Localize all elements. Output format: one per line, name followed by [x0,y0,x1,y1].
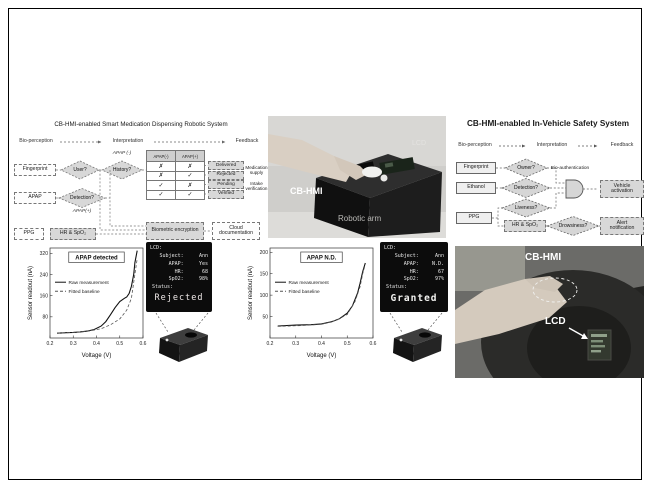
dispenser-device-art [380,312,450,366]
svg-text:Fitted baseline: Fitted baseline [68,290,100,295]
outcome-pending: Pending [208,180,244,189]
svg-text:APAP detected: APAP detected [75,255,118,262]
steering-wheel-photo [455,246,644,378]
dispenser-device-photo-1 [146,312,216,366]
svg-text:0.3: 0.3 [292,341,300,347]
lcd-key: Subject: [159,253,184,259]
outcome-verified: Verified [208,190,244,199]
lcd-value: Ann [434,253,444,259]
svg-text:200: 200 [259,250,268,257]
stage-bio-perception: Bio-perception [458,142,492,148]
cloud-documentation-box: Cloud documentation [212,222,260,240]
table-header-apap-neg: APAP(-) [147,151,176,162]
lcd-header: LCD: [150,245,163,251]
lcd-key: HR: [174,268,184,275]
group-intake-verification: Intake verification [245,181,268,192]
table-cell: ✗ [176,162,205,172]
detection-decision: Detection? [514,184,538,191]
svg-text:0.5: 0.5 [116,341,124,347]
user-decision: User? [73,166,87,173]
table-cell: ✗ [147,162,176,172]
stage-feedback: Feedback [235,138,259,144]
lcd-key: HR: [409,268,419,275]
medication-system-title: CB-HMI-enabled Smart Medication Dispensing Robotic System [54,121,228,128]
svg-text:0.4: 0.4 [318,341,325,347]
outcome-delivered: Delivered [208,161,244,170]
stage-feedback: Feedback [610,142,634,148]
svg-text:Raw measurement: Raw measurement [68,281,109,286]
lcd-status-rejected: Rejected [154,292,204,303]
medication-flowchart [14,118,268,248]
apap-nd-chart [246,244,378,360]
vehicle-flowchart [452,116,644,242]
owner-decision: Owner? [517,164,535,171]
liveness-decision: Liveness? [514,204,538,211]
fingerprint-box: Fingerprint [456,162,496,174]
svg-text:240: 240 [39,272,48,279]
table-header-apap-pos: APAP(+) [176,151,205,162]
lcd-screen-granted [380,242,448,312]
biometric-encryption-box: Biometric encryption [146,222,204,240]
dispenser-device-photo-2 [380,312,450,366]
stage-bio-perception: Bio-perception [19,138,53,144]
lcd-header: LCD: [384,245,397,251]
svg-text:Sensor readout (nA): Sensor readout (nA) [248,265,254,321]
lcd-value: 68 [201,268,208,275]
svg-text:0.5: 0.5 [343,341,351,347]
chart-canvas [246,244,378,360]
svg-text:0.3: 0.3 [69,341,77,347]
vitals-box: HR & SpO₂ [50,228,96,240]
lcd-key: APAP: [403,260,419,267]
stage-interpretation: Interpretation [536,142,568,148]
history-decision: History? [112,166,132,173]
lcd-value: Ann [198,253,208,259]
apap-detected-chart [26,244,148,360]
svg-text:Voltage (V): Voltage (V) [306,353,337,359]
vehicle-system-title: CB-HMI-enabled In-Vehicle Safety System [467,119,629,128]
svg-text:0.6: 0.6 [139,341,147,347]
vitals-box: HR & SpO₂ [504,220,546,232]
robot-arm-label: Robotic arm [338,214,382,223]
svg-text:0.6: 0.6 [369,341,377,347]
wheel-lcd-label: LCD [545,316,566,327]
table-cell: ✓ [147,190,176,200]
svg-text:150: 150 [259,271,268,278]
lcd-key: APAP: [168,260,184,267]
lcd-status-key: Status: [386,284,408,290]
svg-text:Voltage (V): Voltage (V) [81,353,112,359]
svg-text:160: 160 [39,293,48,300]
table-cell: ✓ [176,171,205,181]
lcd-status-key: Status: [152,284,174,290]
detection-note: APAP(+) [72,209,92,214]
svg-text:0.4: 0.4 [93,341,100,347]
apap-box: APAP [14,192,56,204]
svg-text:APAP N.D.: APAP N.D. [306,255,337,262]
robotic-arm-photo [268,116,446,238]
fingerprint-box: Fingerprint [14,164,56,176]
svg-text:Sensor readout (nA): Sensor readout (nA) [28,265,34,321]
outcome-rejected: Rejected [208,171,244,180]
table-cell: ✓ [176,190,205,200]
lcd-value: 98% [198,276,208,283]
robot-cbhmi-label: CB-HMI [290,186,323,196]
lcd-value: 97% [434,276,444,283]
svg-text:0.2: 0.2 [46,341,54,347]
group-medication-supply: Medication supply [245,165,268,176]
steering-wheel-art [455,246,644,378]
robot-lcd-label: LCD [412,140,427,147]
svg-text:80: 80 [42,314,48,321]
lcd-value: Yes [198,260,208,267]
lcd-status-granted: Granted [390,292,438,304]
lcd-screen-rejected [146,242,212,312]
svg-text:0.2: 0.2 [266,341,274,347]
lcd-key: SpO2: [168,276,184,283]
stage-interpretation: Interpretation [112,138,144,144]
svg-text:100: 100 [259,292,268,299]
vehicle-activation-box: Vehicle activation [600,180,644,198]
svg-text:Raw measurement: Raw measurement [288,281,329,286]
wheel-cbhmi-label: CB-HMI [525,252,562,263]
lcd-key: Subject: [394,253,419,259]
detection-decision: Detection? [70,194,94,201]
table-cell: ✗ [176,181,205,191]
lcd-key: SpO2: [403,276,419,283]
bio-authentication-label: Bio-authentication [550,166,590,171]
dispenser-device-art [146,312,216,366]
svg-text:50: 50 [262,314,268,321]
ppg-box: PPG [14,228,44,240]
lcd-value: 67 [437,268,444,275]
ethanol-box: Ethanol [456,182,496,194]
history-note: APAP (-) [112,151,132,156]
drowsiness-decision: Drowsiness? [558,222,588,229]
table-cell: ✗ [147,171,176,181]
alert-notification-box: Alert notification [600,217,644,235]
svg-text:Fitted baseline: Fitted baseline [288,290,320,295]
table-cell: ✓ [147,181,176,191]
ppg-box: PPG [456,212,492,224]
apap-truth-table [146,150,205,200]
chart-canvas [26,244,148,360]
lcd-value: N.D. [431,260,444,267]
svg-text:320: 320 [39,251,48,258]
